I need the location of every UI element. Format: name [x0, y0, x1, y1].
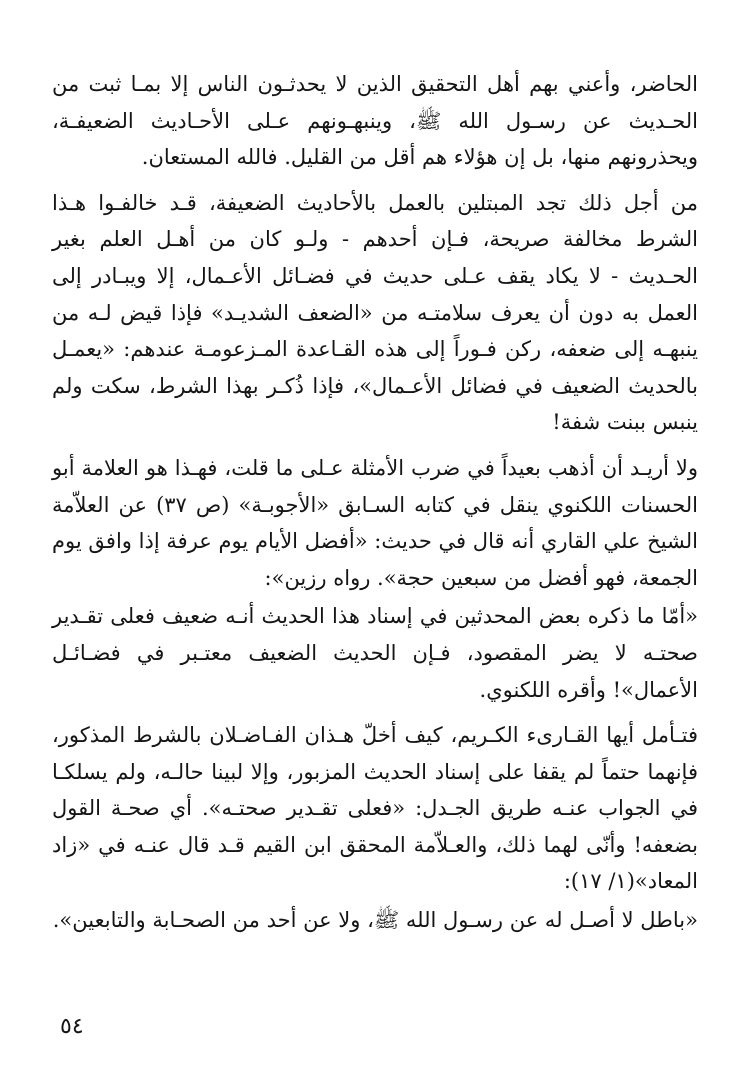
paragraph-1: الحاضر، وأعني بهم أهل التحقيق الذين لا يحدثـون الناس إلا بمـا ثبت من الحـديث عن رسـول الله ﷺ، وينبهـونهم عـلى الأحـاديث الضعيفـة، ويحذرونهم منها، بل إن هؤلاء هم أقل من القليل. فالله المستعان.	[52, 72, 698, 170]
paragraph-2: من أجل ذلك تجد المبتلين بالعمل بالأحاديث الضعيفة، قـد خالفـوا هـذا الشرط مخالفة صريحة، فـإن أحدهم - ولـو كان من أهـل العلم بغير الحـديث - لا يكاد يقف عـلى حديث في فضـائل الأعـمال، إلا ويبـادر إلى العمل به دون أن يعرف سلامتـه من «الضعف الشديـد» فإذا قيض لـه من ينبهـه إلى ضعفه، ركن فـوراً إلى هذه القـاعدة المـزعومـة عندهم: «يعمـل بالحديث الضعيف في فضائل الأعـمال»، فإذا ذُكـر بهذا الشرط، سكت ولم ينبس ببنت شفة!	[52, 190, 698, 435]
document-page	[52, 66, 698, 966]
paragraph-4-quote: «أمّا ما ذكره بعض المحدثين في إسناد هذا الحديث أنـه ضعيف فعلى تقـدير صحتـه لا يضر المقصود، فـإن الحديث الضعيف معتـبر في فضـائـل الأعمال»! وأقره اللكنوي.	[52, 604, 698, 702]
paragraph-3: ولا أريـد أن أذهب بعيداً في ضرب الأمثلة عـلى ما قلت، فهـذا هو العلامة أبو الحسنات اللكنوي ينقل في كتابه السـابق «الأجوبـة» (ص ٣٧) عن العلاّمة الشيخ علي القاري أنه قال في حديث: «أفضل الأيام يوم عرفة إذا وافق يوم الجمعة، فهو أفضل من سبعين حجة». رواه رزين»:	[52, 455, 698, 590]
page-number: ٥٤	[60, 1014, 84, 1039]
paragraph-6-quote: «باطل لا أصـل له عن رسـول الله ﷺ، ولا عن أحد من الصحـابة والتابعين».	[52, 908, 698, 933]
paragraph-5: فتـأمل أيها القـارىء الكـريم، كيف أخلّ هـذان الفـاضـلان بالشرط المذكور، فإنهما حتماً لم يقفا على إسناد الحديث المزبور، وإلا لبينا حالـه، ولم يسلكـا في الجواب عنـه طريق الجـدل: «فعلى تقـدير صحتـه». أي صحـة القول بضعفه! وأنّى لهما ذلك، والعـلاّمة المحقق ابن القيم قـد قال عنـه في «زاد المعاد»(١/ ١٧):	[52, 723, 698, 894]
